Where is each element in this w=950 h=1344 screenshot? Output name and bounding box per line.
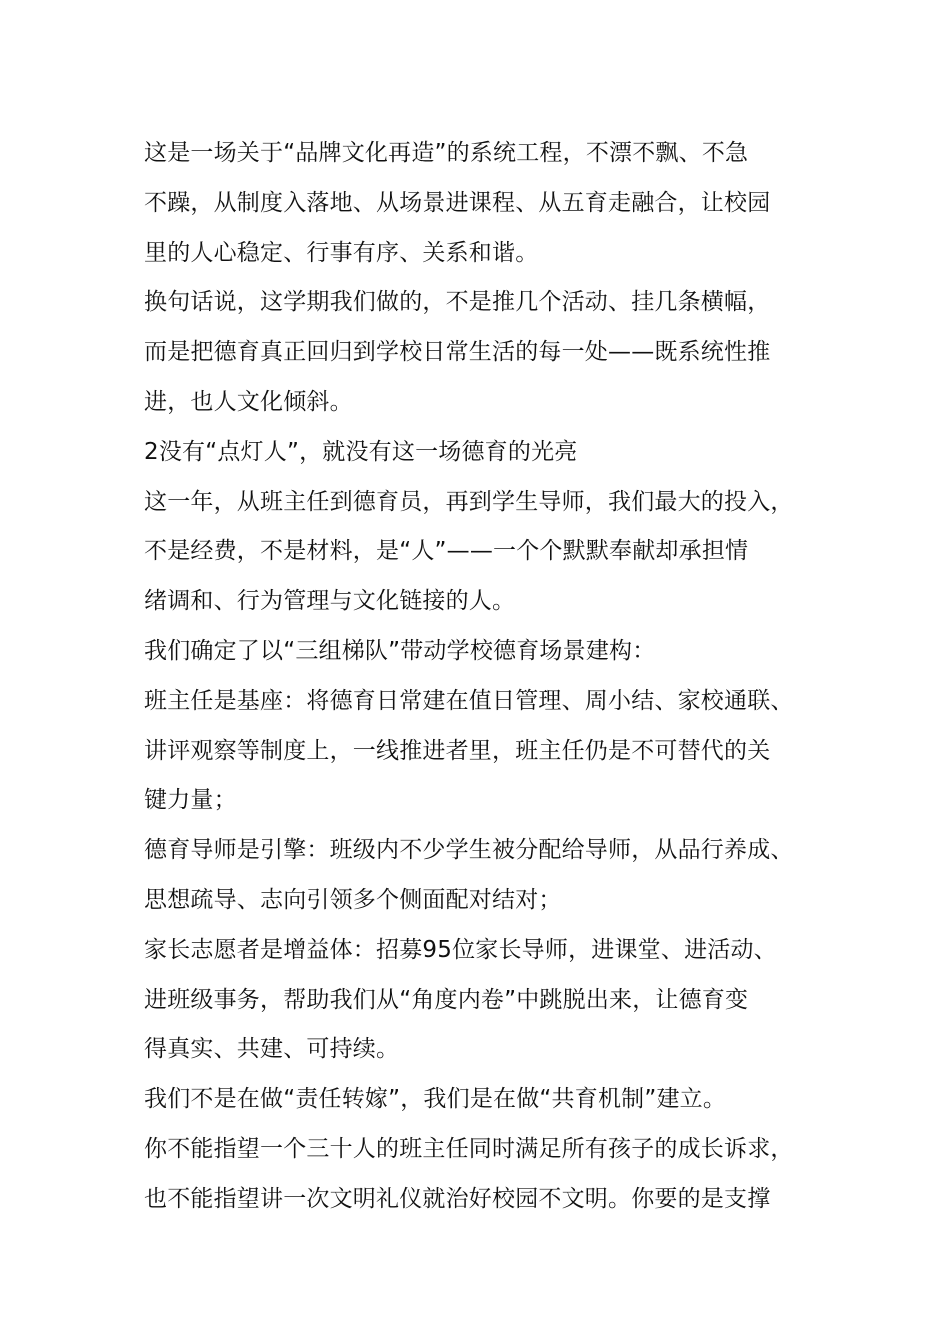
text-line: 绪调和、行为管理与文化链接的人。 (144, 588, 516, 615)
text-line: 这一年，从班主任到德育员，再到学生导师，我们最大的投入， (144, 488, 794, 515)
text-line: 你不能指望一个三十人的班主任同时满足所有孩子的成长诉求， (144, 1135, 794, 1162)
text-line: 德育导师是引擎：班级内不少学生被分配给导师，从品行养成、 (144, 837, 794, 864)
text-line: 里的人心稳定、行事有序、关系和谐。 (144, 239, 539, 266)
text-line: 不是经费，不是材料，是“人”——一个个默默奉献却承担情 (144, 538, 749, 565)
section-heading: 2没有“点灯人”，就没有这一场德育的光亮 (144, 438, 578, 465)
text-line: 也不能指望讲一次文明礼仪就治好校园不文明。你要的是支撑 (144, 1185, 771, 1212)
text-line: 讲评观察等制度上，一线推进者里，班主任仍是不可替代的关 (144, 737, 771, 764)
text-line: 而是把德育真正回归到学校日常生活的每一处——既系统性推 (144, 339, 771, 366)
text-line: 我们不是在做“责任转嫁”，我们是在做“共育机制”建立。 (144, 1086, 727, 1113)
text-line: 键力量； (144, 787, 237, 814)
text-line: 不躁，从制度入落地、从场景进课程、从五育走融合，让校园 (144, 189, 771, 216)
text-line: 我们确定了以“三组梯队”带动学校德育场景建构： (144, 637, 656, 664)
document-body (144, 129, 844, 1225)
text-line: 进班级事务，帮助我们从“角度内卷”中跳脱出来，让德育变 (144, 986, 749, 1013)
text-line: 得真实、共建、可持续。 (144, 1036, 400, 1063)
text-line: 换句话说，这学期我们做的，不是推几个活动、挂几条横幅， (144, 289, 771, 316)
text-line: 思想疏导、志向引领多个侧面配对结对； (144, 886, 562, 913)
text-line: 这是一场关于“品牌文化再造”的系统工程，不漂不飘、不急 (144, 140, 749, 166)
text-line: 家长志愿者是增益体：招募95位家长导师，进课堂、进活动、 (144, 936, 777, 963)
text-line: 班主任是基座：将德育日常建在值日管理、周小结、家校通联、 (144, 687, 794, 714)
text-line: 进，也人文化倾斜。 (144, 388, 353, 415)
